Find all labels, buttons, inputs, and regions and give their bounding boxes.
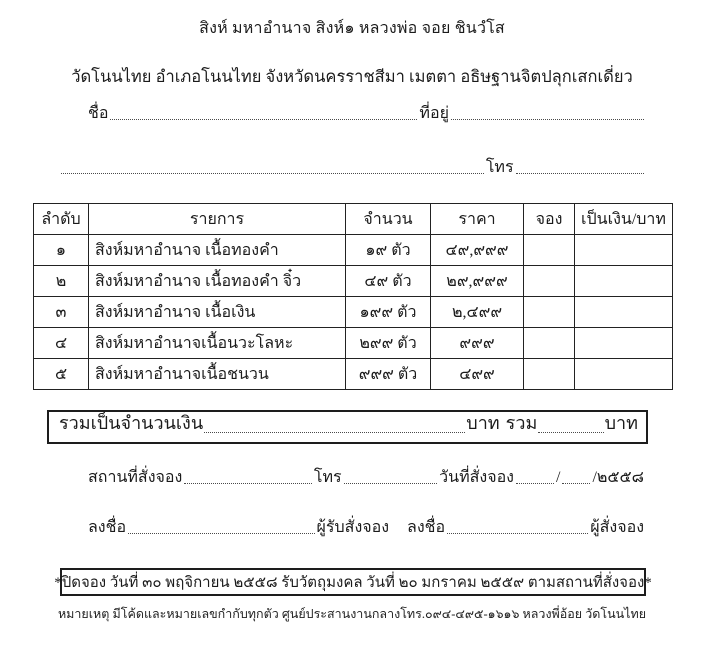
row-book	[524, 359, 575, 390]
row-index: ๒	[34, 266, 89, 297]
baht-label: บาท	[466, 413, 500, 433]
row-book	[524, 266, 575, 297]
col-header-amount: เป็นเงิน/บาท	[575, 204, 673, 235]
closing-date-notice-box	[54, 568, 652, 596]
orderer-label: ผู้สั่งจอง	[590, 519, 644, 536]
order-place-label: สถานที่สั่งจอง	[88, 469, 183, 486]
phone-line	[60, 158, 645, 178]
sign-label-receiver: ลงชื่อ	[88, 519, 127, 536]
row-amount	[575, 359, 673, 390]
form-title: สิงห์ มหาอำนาจ สิงห์๑ หลวงพ่อ จอย ชินวํโส	[199, 20, 505, 37]
table-row	[34, 235, 673, 266]
baht-label-2: บาท	[604, 413, 638, 433]
row-item: สิงห์มหาอำนาจ เนื้อทองคำ จิ๋ว	[89, 266, 346, 297]
address-label: ที่อยู่	[419, 105, 449, 122]
row-qty: ๑๙ ตัว	[346, 235, 431, 266]
row-index: ๕	[34, 359, 89, 390]
phone-fill-line	[516, 172, 644, 174]
col-header-qty: จำนวน	[346, 204, 431, 235]
row-qty: ๑๙๙ ตัว	[346, 297, 431, 328]
order-date-year: /๒๕๕๘	[592, 469, 644, 486]
col-header-book: จอง	[524, 204, 575, 235]
sign-label-orderer: ลงชื่อ	[407, 519, 446, 536]
row-book	[524, 235, 575, 266]
row-book	[524, 297, 575, 328]
row-item: สิงห์มหาอำนาจเนื้อนวะโลหะ	[89, 328, 346, 359]
row-price: ๔๙๙	[431, 359, 524, 390]
date-slash: /	[555, 469, 561, 486]
temple-subtitle: วัดโนนไทย อำเภอโนนไทย จังหวัดนครราชสีมา เมตตา อธิษฐานจิตปลุกเสกเดี่ยว	[71, 67, 633, 86]
row-price: ๒๙,๙๙๙	[431, 266, 524, 297]
row-price: ๙๙๙	[431, 328, 524, 359]
row-index: ๓	[34, 297, 89, 328]
row-amount	[575, 328, 673, 359]
orderer-signature-fill	[447, 532, 588, 534]
row-index: ๔	[34, 328, 89, 359]
table-row	[34, 359, 673, 390]
row-item: สิงห์มหาอำนาจ เนื้อเงิน	[89, 297, 346, 328]
row-item: สิงห์มหาอำนาจเนื้อชนวน	[89, 359, 346, 390]
order-date-label: วันที่สั่งจอง	[439, 469, 514, 486]
order-phone-fill-line	[344, 482, 438, 484]
col-header-price: ราคา	[431, 204, 524, 235]
receiver-label: ผู้รับสั่งจอง	[316, 519, 390, 536]
name-fill-line	[110, 118, 417, 120]
address-fill-line	[451, 118, 644, 120]
items-table	[33, 203, 673, 390]
row-qty: ๔๙ ตัว	[346, 266, 431, 297]
row-item: สิงห์มหาอำนาจ เนื้อทองคำ	[89, 235, 346, 266]
receiver-signature-fill	[128, 532, 314, 534]
row-amount	[575, 266, 673, 297]
table-header-row	[34, 204, 673, 235]
row-book	[524, 328, 575, 359]
address-fill-line-2	[61, 172, 484, 174]
signature-line	[87, 518, 645, 538]
phone-label: โทร	[485, 159, 514, 176]
total-label: รวมเป็นจำนวนเงิน	[59, 413, 204, 433]
name-label: ชื่อ	[88, 105, 109, 122]
sum-label: รวม	[505, 413, 538, 433]
col-header-item: รายการ	[89, 204, 346, 235]
order-place-fill-line	[184, 482, 312, 484]
order-date-month-fill	[562, 482, 590, 484]
row-amount	[575, 297, 673, 328]
col-header-index: ลำดับ	[34, 204, 89, 235]
total-amount-box	[47, 410, 648, 444]
row-price: ๒,๔๙๙	[431, 297, 524, 328]
sum-fill-line	[538, 431, 603, 433]
closing-date-notice: *ปิดจอง วันที่ ๓๐ พฤจิกายน ๒๕๕๘ รับวัตถุมงคล วันที่ ๒๐ มกราคม ๒๕๕๙ ตามสถานที่สั่งจอง*	[54, 575, 652, 591]
total-fill-line	[204, 431, 465, 433]
order-date-day-fill	[516, 482, 554, 484]
row-qty: ๙๙๙ ตัว	[346, 359, 431, 390]
footer-remark: หมายเหตุ มีโค้ดและหมายเลขกำกับทุกตัว ศูนย์ประสานงานกลางโทร.๐๙๔-๔๙๕-๑๖๑๖ หลวงพี่อ้อย วัดโนนไทย	[57, 607, 647, 621]
row-qty: ๒๙๙ ตัว	[346, 328, 431, 359]
order-phone-label: โทร	[313, 469, 342, 486]
order-place-line	[87, 468, 645, 488]
table-row	[34, 297, 673, 328]
table-row	[34, 266, 673, 297]
row-index: ๑	[34, 235, 89, 266]
name-address-line	[87, 104, 645, 124]
row-amount	[575, 235, 673, 266]
table-row	[34, 328, 673, 359]
row-price: ๔๙,๙๙๙	[431, 235, 524, 266]
